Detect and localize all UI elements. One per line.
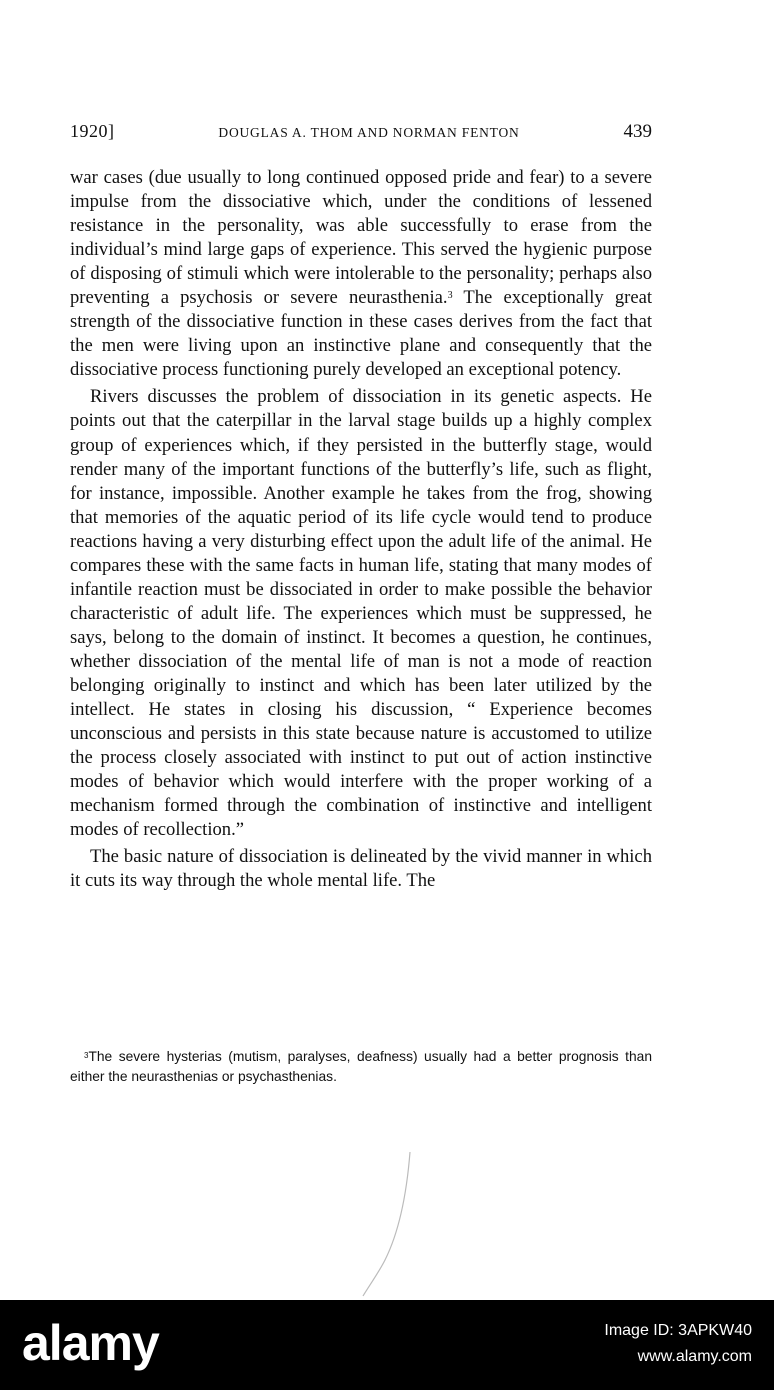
- alamy-logo: [22, 1313, 159, 1373]
- running-header: [70, 121, 652, 143]
- footnote-reference: 3: [447, 290, 453, 302]
- footnote-text: The severe hysterias (mutism, paralyses, deafness) usually had a better prognosis than either the neurasthenias or psychasthenias.: [70, 1049, 652, 1084]
- paragraph-1: [70, 166, 652, 382]
- stray-pencil-mark: [355, 1150, 425, 1300]
- header-year: 1920]: [70, 121, 115, 141]
- paragraph-3: The basic nature of dissociation is delineated by the vivid manner in which it cuts its way through the whole mental life. The: [70, 846, 652, 892]
- logo-text: alamy: [22, 1315, 159, 1371]
- footnote-marker: 3: [84, 1051, 89, 1060]
- header-authors: DOUGLAS A. THOM AND NORMAN FENTON: [218, 125, 520, 140]
- site-url: www.alamy.com: [637, 1348, 752, 1365]
- image-id: Image ID: 3APKW40: [604, 1322, 752, 1339]
- footnote: [70, 1047, 652, 1087]
- page-number: 439: [623, 121, 652, 142]
- paragraph-1-text: war cases (due usually to long continued opposed pride and fear) to a severe impulse from the dissociative which, under the conditions of lessened resistance in the personality, was able successfully to erase from the individual’s mind large gaps of experience. This served the hygienic purpose of disposing of stimuli which were intolerable to the personality; perhaps also preventing a psychosis or severe neurasthenia.: [70, 167, 652, 309]
- paragraph-2: Rivers discusses the problem of dissociation in its genetic aspects. He points out that the caterpillar in the larval stage builds up a highly complex group of experiences which, if they persisted in the butterfly stage, would render many of the important functions of the butterfly’s life, such as flight, for instance, impossible. Another example he takes from the frog, showing that memories of the aquatic period of its life cycle would tend to produce reactions having a very disturbing effect upon the adult life of the animal. He compares these with the same facts in human life, stating that many modes of infantile reaction must be dissociated in order to make possible the behavior characteristic of adult life. The experiences which must be suppressed, he says, belong to the domain of instinct. It becomes a question, he continues, whether dissociation of the mental life of man is not a mode of reaction belonging originally to instinct and which has been later utilized by the intellect. He states in closing his discussion, “ Experience becomes unconscious and persists in this state because nature is accustomed to utilize the process closely associated with instinct to put out of action instinctive modes of behavior which would interfere with the proper working of a mechanism formed through the combination of instinctive and intelligent modes of recollection.”: [70, 386, 652, 841]
- paragraph-1-continuation: The exceptionally great strength of the dissociative function in these cases derives from the fact that the men were living upon an instinctive plane and consequently that the dissociative process functioning purely developed an exceptional potency.: [70, 287, 652, 381]
- watermark-banner: [0, 1300, 774, 1390]
- watermark-info: [604, 1318, 752, 1370]
- body-text: [70, 166, 652, 893]
